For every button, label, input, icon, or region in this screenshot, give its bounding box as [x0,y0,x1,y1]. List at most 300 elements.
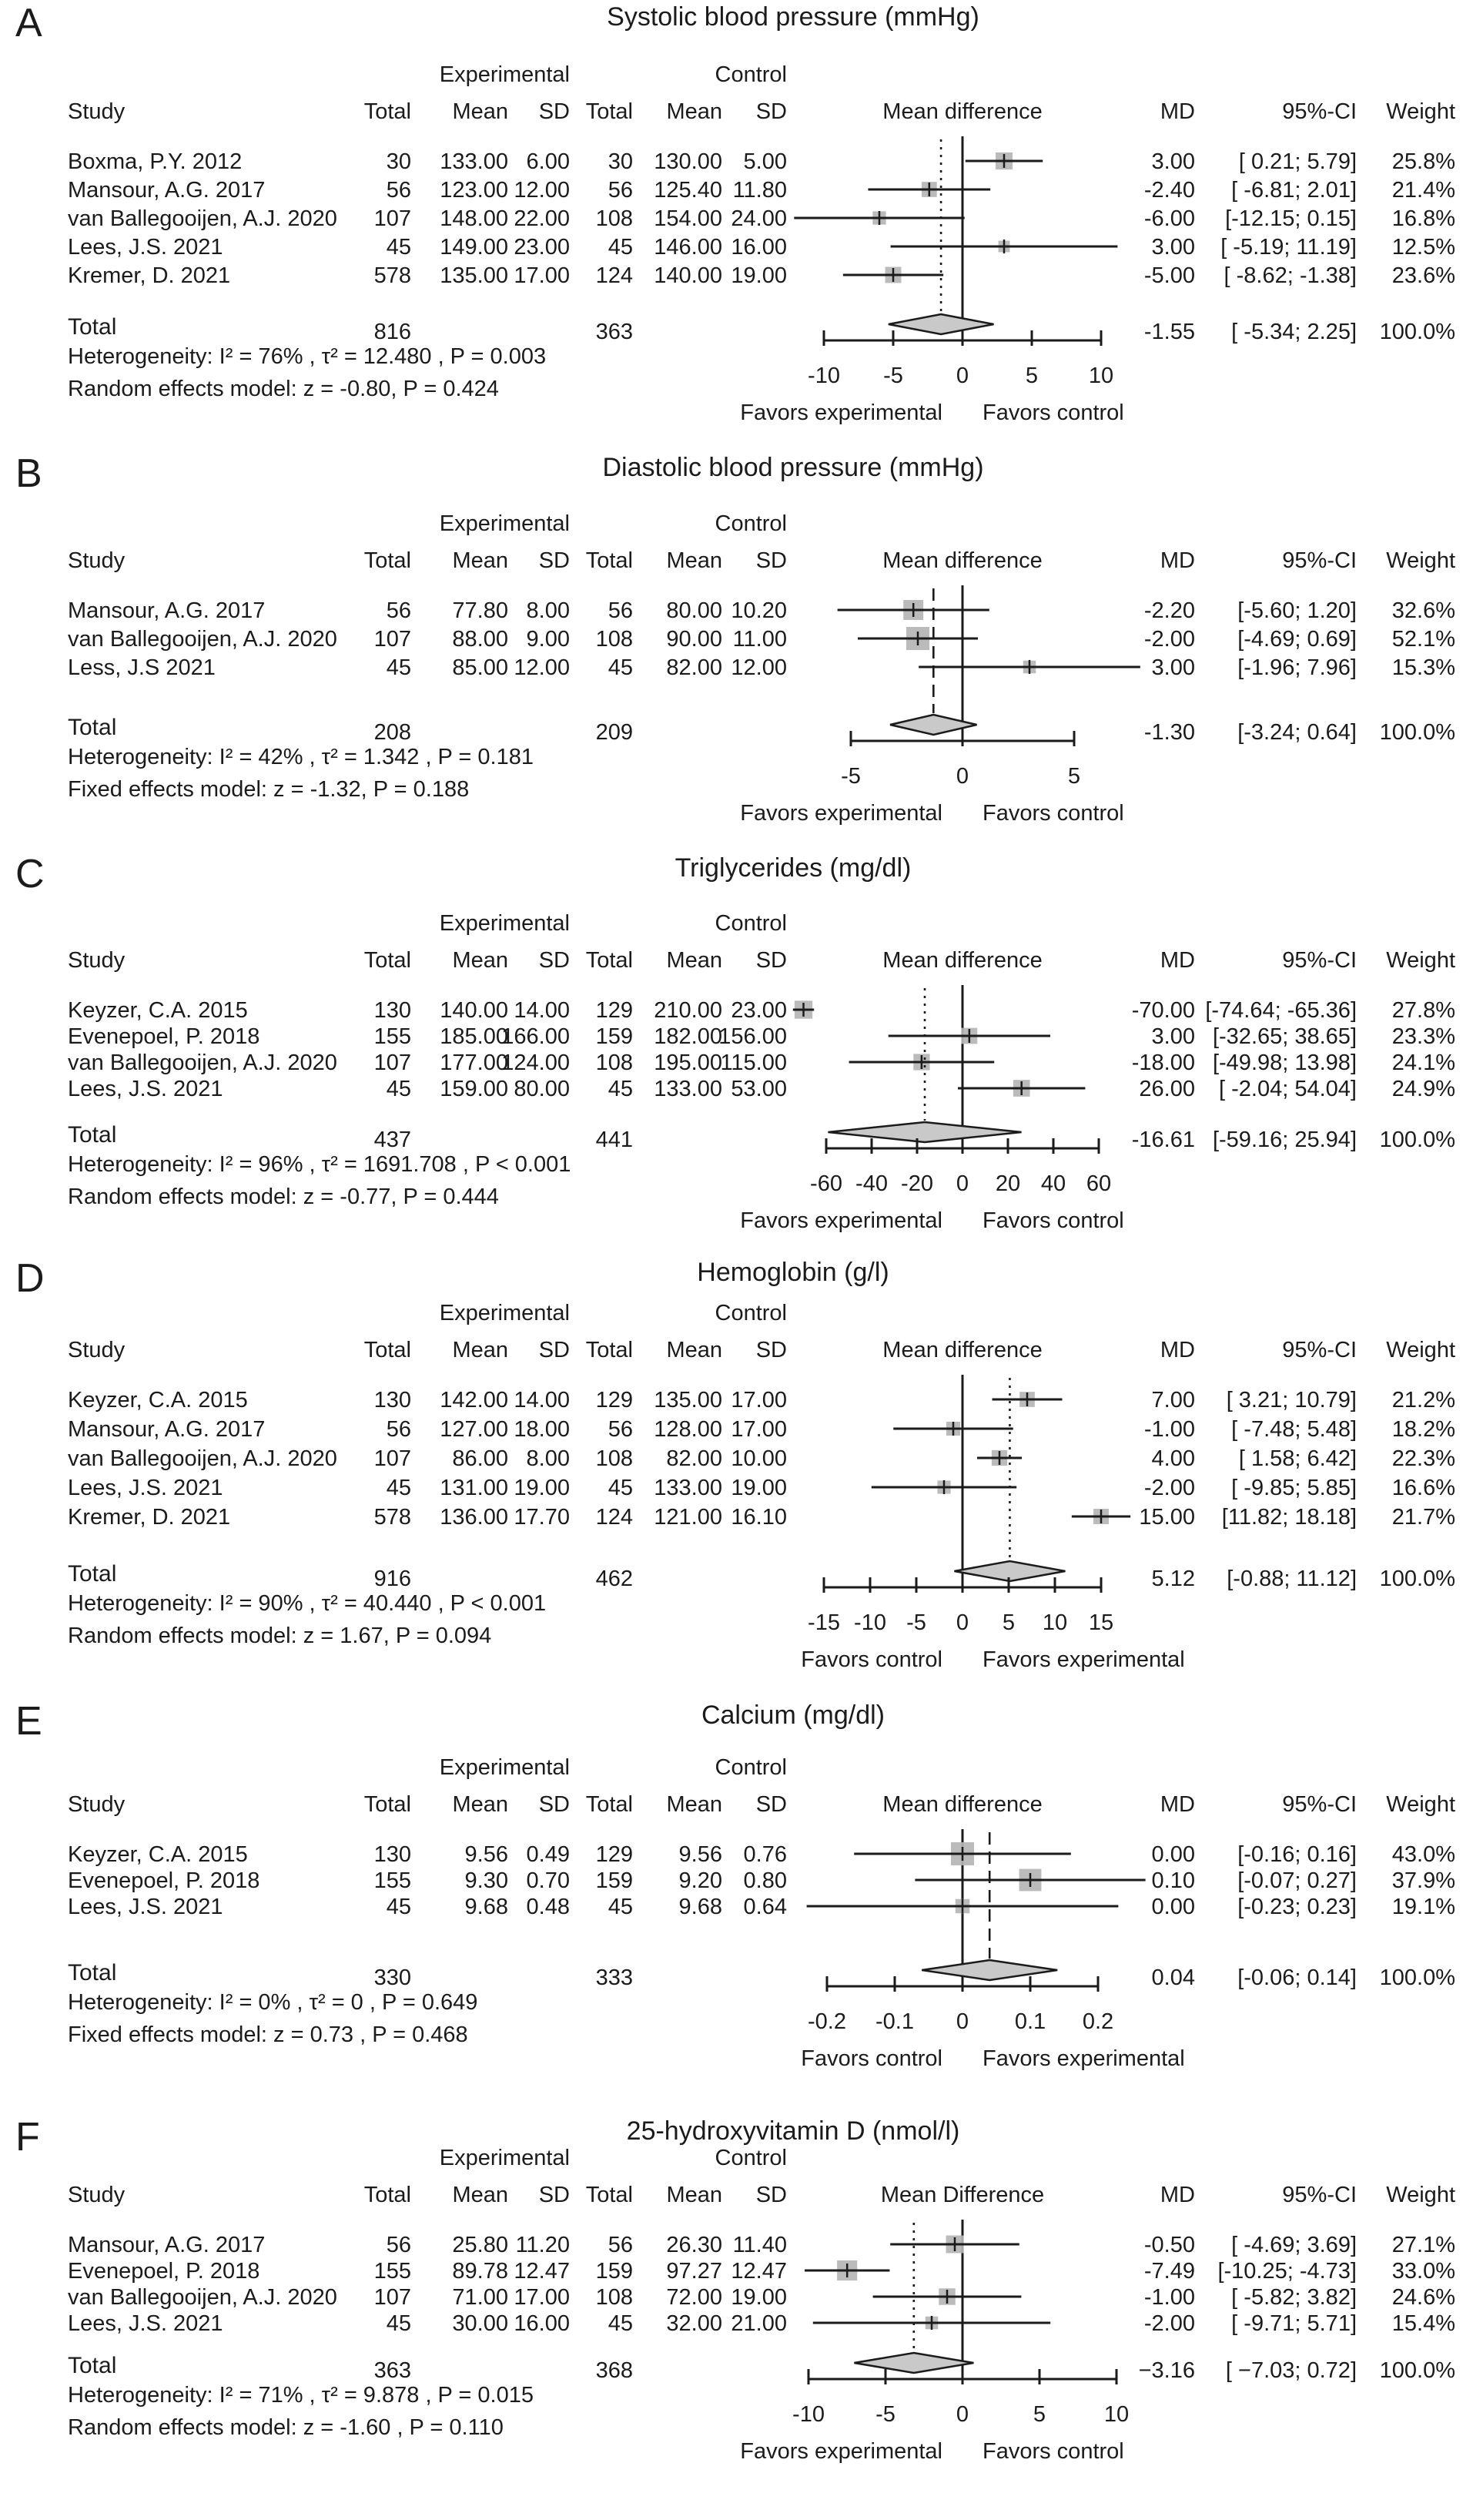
axis-tick-label: 0 [956,1610,969,1635]
control-mean: 146.00 [654,235,722,260]
experimental-mean-header: Mean [452,548,508,573]
favors-left-label: Favors experimental [740,2439,942,2464]
study-name: van Ballegooijen, A.J. 2020 [68,1051,337,1075]
experimental-mean: 142.00 [440,1388,508,1412]
md-value: -5.00 [1143,263,1195,288]
control-sd: 10.20 [731,598,787,623]
control-total: 30 [608,149,633,174]
total-weight-value: 100.0% [1379,320,1455,344]
control-sd: 53.00 [731,1077,787,1101]
experimental-sd: 0.70 [526,1868,570,1893]
experimental-group-header: Experimental [439,511,570,536]
axis-tick-label: -5 [883,364,903,388]
experimental-mean: 9.56 [464,1842,508,1867]
md-column-header: MD [1160,99,1195,124]
total-row-label: Total [68,314,117,340]
ci-value: [-10.25; -4.73] [1217,2259,1357,2284]
experimental-mean: 77.80 [452,598,508,623]
study-column-header: Study [68,2183,126,2207]
study-name: Keyzer, C.A. 2015 [68,1388,248,1412]
weight-value: 23.6% [1391,263,1455,288]
experimental-total: 45 [386,1895,411,1919]
heterogeneity-note: Heterogeneity: I² = 42% , τ² = 1.342 , P = 0.181 [68,745,534,769]
ci-value: [ 3.21; 10.79] [1226,1388,1357,1412]
favors-left-label: Favors experimental [740,400,942,425]
total-md-value: 0.04 [1151,1965,1195,1990]
axis-tick-label: -40 [855,1171,888,1196]
control-group-header: Control [715,911,787,936]
experimental-sd-header: SD [538,548,570,573]
axis-tick-label: -0.1 [875,2009,914,2034]
experimental-mean: 123.00 [440,178,508,203]
control-total-header: Total [585,2183,633,2207]
model-note: Random effects model: z = -0.77, P = 0.444 [68,1185,499,1209]
control-total: 129 [595,1842,633,1867]
axis-tick-label: -10 [854,1610,886,1635]
md-column-header: MD [1160,1792,1195,1817]
experimental-group-header: Experimental [439,911,570,936]
control-total-header: Total [585,1792,633,1817]
control-mean-header: Mean [666,948,722,973]
control-mean: 9.56 [678,1842,722,1867]
md-value: 3.00 [1151,655,1195,680]
weight-column-header: Weight [1386,1338,1455,1362]
experimental-sd: 8.00 [526,1446,570,1471]
panel-label: B [15,451,42,496]
study-name: Kremer, D. 2021 [68,1505,231,1530]
total-weight-value: 100.0% [1379,1567,1455,1591]
total-ci-value: [-59.16; 25.94] [1212,1128,1357,1152]
total-experimental-n: 330 [373,1965,411,1990]
control-group-header: Control [715,511,787,536]
ci-value: [ -7.48; 5.48] [1231,1417,1357,1442]
total-md-value: −3.16 [1138,2358,1195,2383]
experimental-sd: 22.00 [514,206,570,231]
md-value: 4.00 [1151,1446,1195,1471]
ci-column-header: 95%-CI [1282,548,1357,573]
experimental-total: 578 [373,263,411,288]
md-value: 0.00 [1151,1895,1195,1919]
model-note: Fixed effects model: z = -1.32, P = 0.188 [68,777,470,802]
md-value: -2.00 [1143,1476,1195,1500]
study-name: Mansour, A.G. 2017 [68,598,266,623]
total-experimental-n: 208 [373,720,411,745]
experimental-total-header: Total [363,2183,411,2207]
experimental-total: 30 [386,149,411,174]
experimental-total-header: Total [363,548,411,573]
control-total: 108 [595,1446,633,1471]
md-value: 15.00 [1139,1505,1195,1530]
experimental-sd: 124.00 [501,1051,570,1075]
experimental-sd: 11.20 [515,2233,570,2257]
study-column-header: Study [68,1338,126,1362]
control-total: 159 [595,1024,633,1049]
experimental-sd: 17.70 [514,1505,570,1530]
experimental-total-header: Total [363,1338,411,1362]
study-name: Mansour, A.G. 2017 [68,2233,266,2257]
control-sd: 16.00 [731,235,787,260]
panel-label: F [15,2115,40,2160]
control-total-header: Total [585,948,633,973]
experimental-sd: 0.49 [526,1842,570,1867]
total-ci-value: [ -5.34; 2.25] [1231,320,1357,344]
mean-difference-header: Mean difference [882,99,1043,124]
total-control-n: 441 [595,1128,633,1152]
experimental-total: 56 [386,598,411,623]
control-sd: 115.00 [720,1051,787,1075]
experimental-total: 45 [386,1077,411,1101]
weight-value: 23.3% [1391,1024,1455,1049]
experimental-total-header: Total [363,948,411,973]
control-sd: 11.40 [732,2233,787,2257]
weight-column-header: Weight [1386,548,1455,573]
total-control-n: 333 [595,1965,633,1990]
control-total-header: Total [585,99,633,124]
summary-diamond [854,2353,973,2373]
favors-left-label: Favors experimental [740,1208,942,1233]
control-total: 129 [595,1388,633,1412]
experimental-mean-header: Mean [452,1338,508,1362]
model-note: Random effects model: z = 1.67, P = 0.094 [68,1624,492,1648]
experimental-mean: 88.00 [452,627,508,652]
experimental-total: 155 [373,2259,411,2284]
axis-tick-label: 15 [1088,1610,1114,1635]
mean-difference-header: Mean difference [882,1792,1043,1817]
experimental-sd-header: SD [538,948,570,973]
control-total-header: Total [585,1338,633,1362]
total-weight-value: 100.0% [1379,720,1455,745]
total-weight-value: 100.0% [1379,1965,1455,1990]
control-mean: 80.00 [666,598,722,623]
md-value: -18.00 [1131,1051,1195,1075]
weight-value: 16.6% [1391,1476,1455,1500]
control-sd: 10.00 [731,1446,787,1471]
control-mean: 135.00 [654,1388,722,1412]
heterogeneity-note: Heterogeneity: I² = 71% , τ² = 9.878 , P = 0.015 [68,2383,534,2408]
weight-value: 21.7% [1391,1505,1455,1530]
axis-tick-label: 5 [1033,2402,1046,2427]
total-row-label: Total [68,1960,117,1986]
experimental-mean: 133.00 [440,149,508,174]
control-mean: 125.40 [654,178,722,203]
control-mean: 9.20 [678,1868,722,1893]
ci-value: [-0.23; 0.23] [1237,1895,1357,1919]
weight-value: 18.2% [1391,1417,1455,1442]
experimental-total: 107 [373,1446,411,1471]
md-column-header: MD [1160,2183,1195,2207]
total-row-label: Total [68,2353,117,2378]
study-name: Lees, J.S. 2021 [68,2311,223,2336]
experimental-sd-header: SD [538,99,570,124]
weight-value: 21.2% [1391,1388,1455,1412]
experimental-total: 107 [373,1051,411,1075]
mean-difference-header: Mean difference [882,948,1043,973]
experimental-mean: 136.00 [440,1505,508,1530]
panel-title: Calcium (mg/dl) [701,1701,885,1730]
ci-value: [-4.69; 0.69] [1237,627,1357,652]
weight-value: 24.6% [1391,2285,1455,2310]
total-experimental-n: 816 [373,320,411,344]
control-sd: 12.47 [731,2259,787,2284]
control-mean: 97.27 [666,2259,722,2284]
weight-value: 27.8% [1391,998,1455,1023]
study-name: Boxma, P.Y. 2012 [68,149,243,174]
favors-right-label: Favors control [983,1208,1124,1233]
axis-tick-label: 0.1 [1014,2009,1046,2034]
control-group-header: Control [715,2146,787,2170]
axis-tick-label: 10 [1088,364,1114,388]
experimental-group-header: Experimental [439,62,570,87]
experimental-total: 45 [386,2311,411,2336]
axis-tick-label: 0 [956,1171,969,1196]
ci-value: [ -9.85; 5.85] [1231,1476,1357,1500]
control-mean-header: Mean [666,99,722,124]
control-mean: 82.00 [666,655,722,680]
control-sd-header: SD [755,99,787,124]
experimental-mean-header: Mean [452,1792,508,1817]
favors-right-label: Favors experimental [983,2046,1185,2071]
control-mean-header: Mean [666,548,722,573]
experimental-sd-header: SD [538,2183,570,2207]
ci-value: [-32.65; 38.65] [1212,1024,1357,1049]
weight-value: 24.1% [1391,1051,1455,1075]
study-name: Lees, J.S. 2021 [68,235,223,260]
total-md-value: -16.61 [1131,1128,1195,1152]
axis-tick-label: 10 [1103,2402,1130,2427]
weight-column-header: Weight [1386,99,1455,124]
control-mean: 130.00 [654,149,722,174]
weight-value: 52.1% [1391,627,1455,652]
control-sd: 0.64 [743,1895,787,1919]
control-mean: 9.68 [678,1895,722,1919]
panel-label: A [15,1,42,45]
weight-value: 27.1% [1391,2233,1455,2257]
experimental-mean: 177.00 [440,1051,508,1075]
total-experimental-n: 437 [373,1128,411,1152]
experimental-mean-header: Mean [452,2183,508,2207]
favors-left-label: Favors control [801,2046,942,2071]
control-total-header: Total [585,548,633,573]
weight-value: 15.4% [1391,2311,1455,2336]
study-name: van Ballegooijen, A.J. 2020 [68,2285,337,2310]
experimental-sd: 19.00 [514,1476,570,1500]
axis-tick-label: -10 [792,2402,825,2427]
total-control-n: 209 [595,720,633,745]
experimental-total: 45 [386,235,411,260]
experimental-mean-header: Mean [452,99,508,124]
model-note: Fixed effects model: z = 0.73 , P = 0.468 [68,2022,468,2047]
study-name: Mansour, A.G. 2017 [68,178,266,203]
experimental-sd: 12.00 [514,178,570,203]
experimental-mean: 127.00 [440,1417,508,1442]
study-name: Keyzer, C.A. 2015 [68,998,248,1023]
md-value: -1.00 [1143,2285,1195,2310]
total-md-value: -1.55 [1143,320,1195,344]
mean-difference-header: Mean Difference [880,2183,1045,2207]
weight-value: 15.3% [1391,655,1455,680]
experimental-sd: 12.00 [514,655,570,680]
md-value: 0.00 [1151,1842,1195,1867]
control-total: 108 [595,2285,633,2310]
study-name: van Ballegooijen, A.J. 2020 [68,1446,337,1471]
ci-column-header: 95%-CI [1282,1792,1357,1817]
experimental-total: 45 [386,655,411,680]
heterogeneity-note: Heterogeneity: I² = 76% , τ² = 12.480 , P = 0.003 [68,344,547,369]
control-sd-header: SD [755,548,787,573]
ci-value: [-1.96; 7.96] [1237,655,1357,680]
experimental-total: 578 [373,1505,411,1530]
md-value: -7.49 [1143,2259,1195,2284]
control-sd: 16.10 [731,1505,787,1530]
experimental-mean: 85.00 [452,655,508,680]
control-sd-header: SD [755,1338,787,1362]
ci-value: [ -6.81; 2.01] [1231,178,1357,203]
summary-diamond [922,1960,1057,1980]
weight-value: 43.0% [1391,1842,1455,1867]
total-md-value: 5.12 [1151,1567,1195,1591]
md-value: -2.20 [1143,598,1195,623]
favors-right-label: Favors control [983,400,1124,425]
weight-value: 24.9% [1391,1077,1455,1101]
experimental-total: 56 [386,1417,411,1442]
control-total: 56 [608,598,633,623]
total-control-n: 368 [595,2358,633,2383]
md-column-header: MD [1160,548,1195,573]
study-name: Evenepoel, P. 2018 [68,1024,260,1049]
control-mean: 72.00 [666,2285,722,2310]
axis-tick-label: -60 [810,1171,842,1196]
md-column-header: MD [1160,1338,1195,1362]
experimental-total: 107 [373,2285,411,2310]
experimental-mean: 30.00 [452,2311,508,2336]
panel-label: C [15,852,45,896]
experimental-mean: 131.00 [440,1476,508,1500]
favors-right-label: Favors experimental [983,1647,1185,1672]
axis-tick-label: -15 [808,1610,840,1635]
total-experimental-n: 916 [373,1567,411,1591]
control-mean-header: Mean [666,2183,722,2207]
weight-value: 32.6% [1391,598,1455,623]
control-total: 108 [595,206,633,231]
total-weight-value: 100.0% [1379,2358,1455,2383]
total-control-n: 462 [595,1567,633,1591]
experimental-sd: 166.00 [501,1024,570,1049]
total-ci-value: [ −7.03; 0.72] [1225,2358,1357,2383]
control-sd: 24.00 [731,206,787,231]
control-mean: 154.00 [654,206,722,231]
axis-tick-label: 5 [1067,764,1081,789]
control-mean-header: Mean [666,1792,722,1817]
experimental-mean: 9.68 [464,1895,508,1919]
control-total: 45 [608,235,633,260]
experimental-mean-header: Mean [452,948,508,973]
ci-value: [ -5.19; 11.19] [1220,235,1357,260]
experimental-sd: 80.00 [514,1077,570,1101]
experimental-mean: 159.00 [440,1077,508,1101]
experimental-mean: 185.00 [440,1024,508,1049]
control-sd: 17.00 [731,1417,787,1442]
control-total: 56 [608,2233,633,2257]
axis-tick-label: 5 [1025,364,1039,388]
axis-tick-label: -5 [875,2402,896,2427]
control-mean: 32.00 [666,2311,722,2336]
md-value: 3.00 [1151,235,1195,260]
ci-value: [ -9.71; 5.71] [1231,2311,1357,2336]
control-total: 45 [608,655,633,680]
model-note: Random effects model: z = -0.80, P = 0.424 [68,377,499,401]
experimental-total: 130 [373,1842,411,1867]
axis-tick-label: -5 [841,764,861,789]
control-sd: 19.00 [731,263,787,288]
ci-column-header: 95%-CI [1282,948,1357,973]
mean-difference-header: Mean difference [882,1338,1043,1362]
experimental-group-header: Experimental [439,1301,570,1325]
md-value: -0.50 [1143,2233,1195,2257]
panel-label: D [15,1256,45,1301]
md-column-header: MD [1160,948,1195,973]
experimental-sd: 18.00 [514,1417,570,1442]
ci-value: [-12.15; 0.15] [1225,206,1357,231]
md-value: 7.00 [1151,1388,1195,1412]
experimental-sd: 8.00 [526,598,570,623]
control-mean: 128.00 [654,1417,722,1442]
favors-left-label: Favors experimental [740,801,942,826]
control-sd-header: SD [755,1792,787,1817]
control-mean: 121.00 [654,1505,722,1530]
control-mean: 133.00 [654,1476,722,1500]
experimental-group-header: Experimental [439,1755,570,1780]
control-sd: 11.00 [732,627,787,652]
panel-title: Triglycerides (mg/dl) [675,853,912,883]
study-name: Evenepoel, P. 2018 [68,1868,260,1893]
control-sd-header: SD [755,2183,787,2207]
control-sd-header: SD [755,948,787,973]
study-name: van Ballegooijen, A.J. 2020 [68,627,337,652]
control-mean: 90.00 [666,627,722,652]
control-total: 45 [608,1476,633,1500]
total-md-value: -1.30 [1143,720,1195,745]
control-mean: 140.00 [654,263,722,288]
favors-right-label: Favors control [983,2439,1124,2464]
axis-tick-label: 5 [1002,1610,1016,1635]
experimental-total: 130 [373,1388,411,1412]
ci-value: [ 0.21; 5.79] [1238,149,1357,174]
study-name: Keyzer, C.A. 2015 [68,1842,248,1867]
experimental-mean: 89.78 [452,2259,508,2284]
control-total: 56 [608,178,633,203]
experimental-sd: 14.00 [514,998,570,1023]
control-mean: 26.30 [666,2233,722,2257]
ci-value: [-0.16; 0.16] [1237,1842,1357,1867]
axis-tick-label: 60 [1086,1171,1112,1196]
control-sd: 11.80 [732,178,787,203]
axis-tick-label: 20 [995,1171,1021,1196]
total-row-label: Total [68,1561,117,1587]
axis-tick-label: -20 [901,1171,933,1196]
experimental-mean: 135.00 [440,263,508,288]
ci-value: [-0.07; 0.27] [1237,1868,1357,1893]
experimental-mean: 140.00 [440,998,508,1023]
experimental-mean: 9.30 [464,1868,508,1893]
favors-right-label: Favors control [983,801,1124,826]
experimental-mean: 148.00 [440,206,508,231]
experimental-sd: 14.00 [514,1388,570,1412]
experimental-mean: 149.00 [440,235,508,260]
ci-column-header: 95%-CI [1282,99,1357,124]
total-ci-value: [-0.88; 11.12] [1227,1567,1357,1591]
axis-tick-label: 0.2 [1082,2009,1114,2034]
control-total: 108 [595,627,633,652]
